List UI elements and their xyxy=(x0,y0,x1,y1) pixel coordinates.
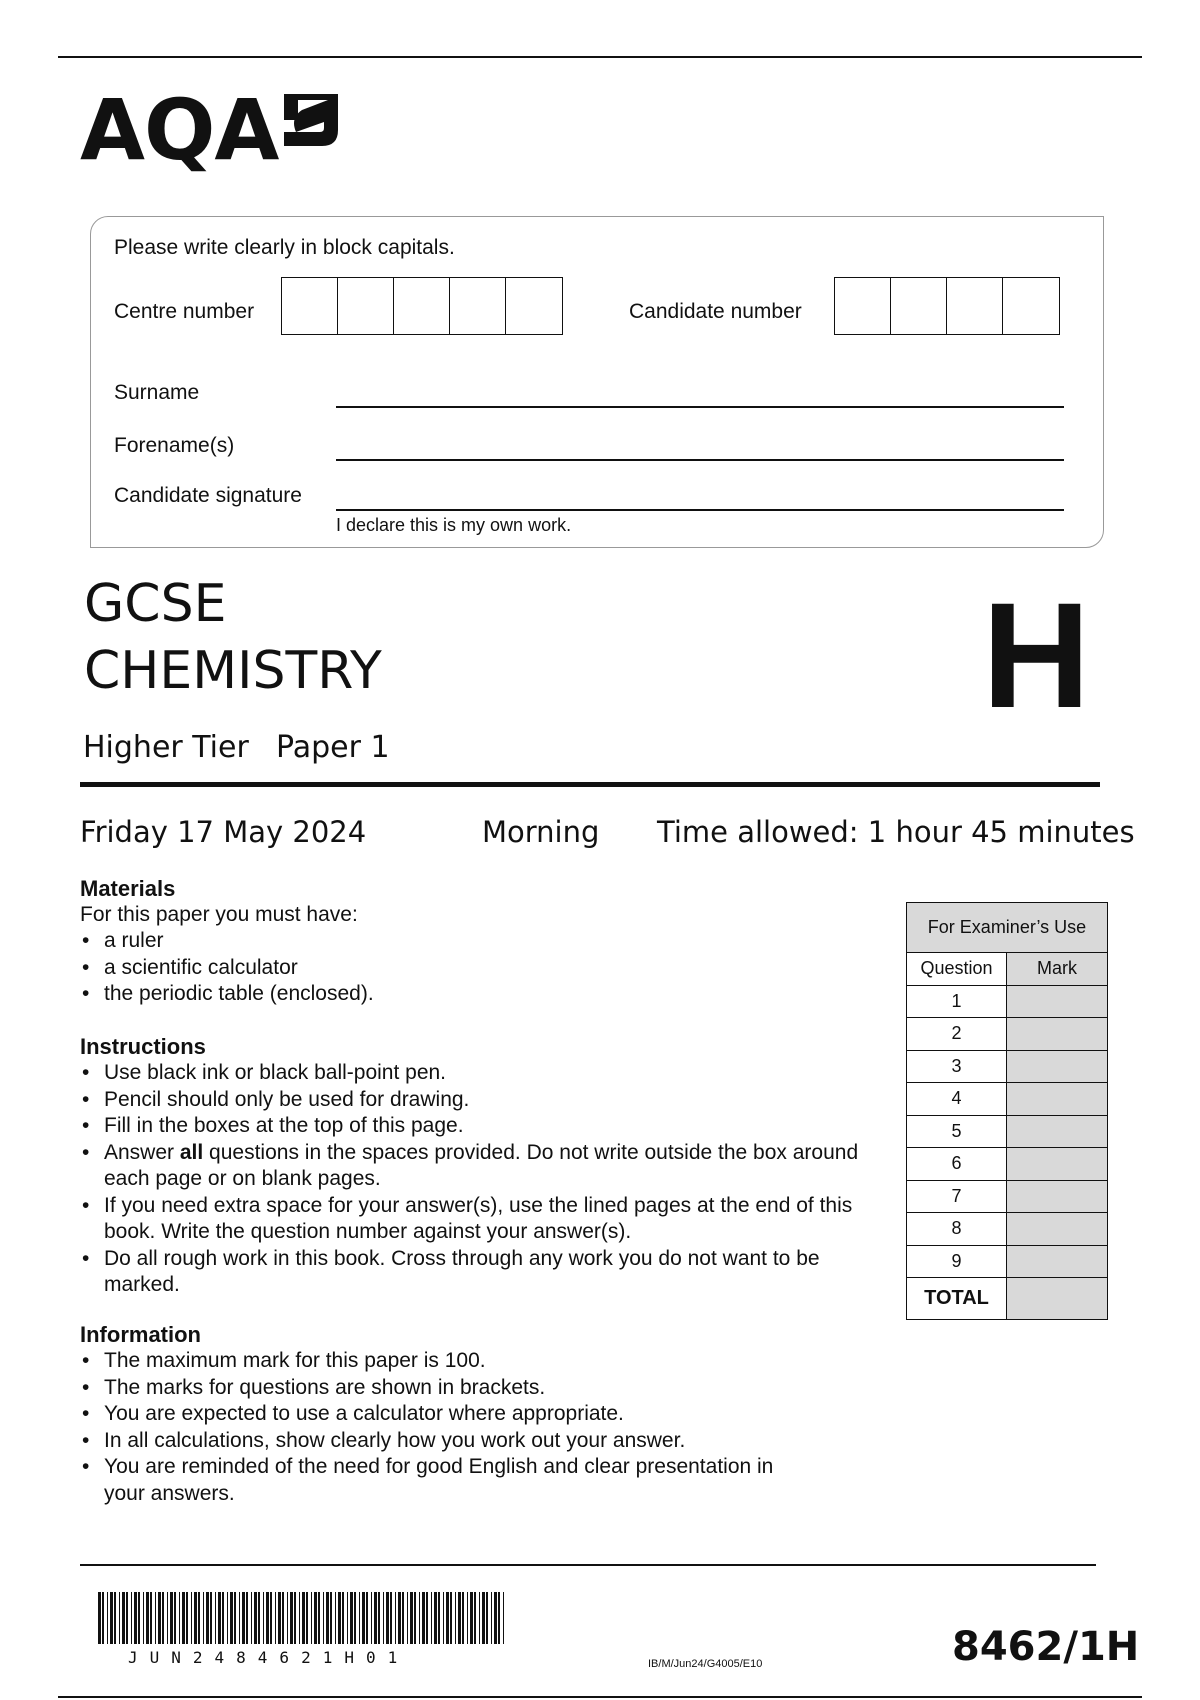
list-item: • Do all rough work in this book. Cross through any work you do not want to be marked. xyxy=(80,1246,870,1299)
total-mark-cell[interactable] xyxy=(1007,1278,1108,1320)
paper-code: 8462/1H xyxy=(952,1624,1140,1670)
question-number: 2 xyxy=(907,1018,1007,1051)
list-item: • If you need extra space for your answer(s), use the lined pages at the end of this book. Write the question number against your answer(s). xyxy=(80,1193,870,1246)
question-row xyxy=(907,985,1108,1018)
time-allowed: Time allowed: 1 hour 45 minutes xyxy=(657,815,1135,849)
candidate-number-box[interactable] xyxy=(835,278,891,334)
mark-cell[interactable] xyxy=(1007,1115,1108,1148)
information-list xyxy=(80,1348,820,1507)
mark-cell[interactable] xyxy=(1007,1245,1108,1278)
list-item: • a ruler xyxy=(80,928,880,955)
instructions-heading: Instructions xyxy=(80,1034,206,1059)
tier-label: Higher Tier xyxy=(83,730,249,765)
question-number: 6 xyxy=(907,1148,1007,1181)
mark-cell[interactable] xyxy=(1007,1083,1108,1116)
exam-date: Friday 17 May 2024 xyxy=(80,815,367,849)
materials-heading: Materials xyxy=(80,876,176,901)
title-rule xyxy=(80,782,1100,787)
declaration-text: I declare this is my own work. xyxy=(336,515,572,535)
question-row xyxy=(907,1180,1108,1213)
barcode xyxy=(98,1592,508,1648)
signature-field[interactable] xyxy=(336,509,1064,511)
footer-rule xyxy=(80,1564,1096,1566)
examiner-table-title: For Examiner’s Use xyxy=(907,903,1108,953)
question-column-header: Question xyxy=(907,953,1007,986)
mark-cell[interactable] xyxy=(1007,1050,1108,1083)
list-item: • The marks for questions are shown in brackets. xyxy=(80,1375,820,1402)
list-item: • You are expected to use a calculator where appropriate. xyxy=(80,1401,820,1428)
centre-number-box[interactable] xyxy=(450,278,506,334)
question-number: 1 xyxy=(907,985,1007,1018)
barcode-text: JUN2484621H01 xyxy=(128,1648,410,1667)
paper-label: Paper 1 xyxy=(276,730,390,765)
list-item: • Answer all questions in the spaces provided. Do not write outside the box around each page or on blank pages. xyxy=(80,1140,870,1193)
candidate-number-boxes[interactable] xyxy=(834,277,1060,335)
materials-intro: For this paper you must have: xyxy=(80,903,358,926)
forename-field[interactable] xyxy=(336,459,1064,461)
list-item: • In all calculations, show clearly how you work out your answer. xyxy=(80,1428,820,1455)
list-item: • The maximum mark for this paper is 100. xyxy=(80,1348,820,1375)
block-capitals-instruction: Please write clearly in block capitals. xyxy=(114,236,455,259)
instructions-section xyxy=(80,1034,870,1299)
mark-cell[interactable] xyxy=(1007,1213,1108,1246)
question-number: 3 xyxy=(907,1050,1007,1083)
question-number: 5 xyxy=(907,1115,1007,1148)
information-heading: Information xyxy=(80,1322,201,1347)
candidate-number-box[interactable] xyxy=(947,278,1003,334)
mark-column-header: Mark xyxy=(1007,953,1108,986)
tier-letter: H xyxy=(982,571,1091,739)
mark-cell[interactable] xyxy=(1007,1148,1108,1181)
qualification-title: GCSE xyxy=(84,574,227,634)
centre-number-box[interactable] xyxy=(506,278,562,334)
question-number: 9 xyxy=(907,1245,1007,1278)
instructions-list xyxy=(80,1060,870,1299)
list-item: • Fill in the boxes at the top of this page. xyxy=(80,1113,870,1140)
centre-number-box[interactable] xyxy=(394,278,450,334)
candidate-number-box[interactable] xyxy=(1003,278,1059,334)
centre-number-boxes[interactable] xyxy=(281,277,563,335)
centre-number-box[interactable] xyxy=(338,278,394,334)
information-section xyxy=(80,1322,820,1507)
list-item: • You are reminded of the need for good English and clear presentation in your answers. xyxy=(80,1454,820,1507)
aqa-logo: AQA xyxy=(80,81,279,179)
list-item: • Pencil should only be used for drawing. xyxy=(80,1087,870,1114)
list-item: • a scientific calculator xyxy=(80,955,880,982)
question-row xyxy=(907,1213,1108,1246)
mark-cell[interactable] xyxy=(1007,1018,1108,1051)
examiner-use-table xyxy=(906,902,1108,1320)
question-number: 7 xyxy=(907,1180,1007,1213)
subject-title: CHEMISTRY xyxy=(84,641,382,701)
candidate-number-label: Candidate number xyxy=(629,300,802,323)
surname-label: Surname xyxy=(114,381,200,404)
signature-label: Candidate signature xyxy=(114,484,302,507)
exam-session: Morning xyxy=(482,815,600,849)
mark-cell[interactable] xyxy=(1007,985,1108,1018)
mark-cell[interactable] xyxy=(1007,1180,1108,1213)
total-label: TOTAL xyxy=(907,1278,1007,1320)
reference-code: IB/M/Jun24/G4005/E10 xyxy=(648,1658,763,1670)
top-rule xyxy=(58,56,1142,58)
list-item: • Use black ink or black ball-point pen. xyxy=(80,1060,870,1087)
forename-label: Forename(s) xyxy=(114,434,235,457)
question-number: 4 xyxy=(907,1083,1007,1116)
question-row xyxy=(907,1018,1108,1051)
question-row xyxy=(907,1115,1108,1148)
bottom-rule xyxy=(58,1696,1142,1698)
centre-number-label: Centre number xyxy=(114,300,255,323)
materials-section xyxy=(80,876,880,1008)
question-row xyxy=(907,1050,1108,1083)
list-item: • the periodic table (enclosed). xyxy=(80,981,880,1008)
question-row xyxy=(907,1245,1108,1278)
question-row xyxy=(907,1083,1108,1116)
question-row xyxy=(907,1148,1108,1181)
centre-number-box[interactable] xyxy=(282,278,338,334)
candidate-number-box[interactable] xyxy=(891,278,947,334)
aqa-logo-mark-icon xyxy=(282,92,340,148)
materials-list xyxy=(80,928,880,1008)
question-number: 8 xyxy=(907,1213,1007,1246)
surname-field[interactable] xyxy=(336,406,1064,408)
